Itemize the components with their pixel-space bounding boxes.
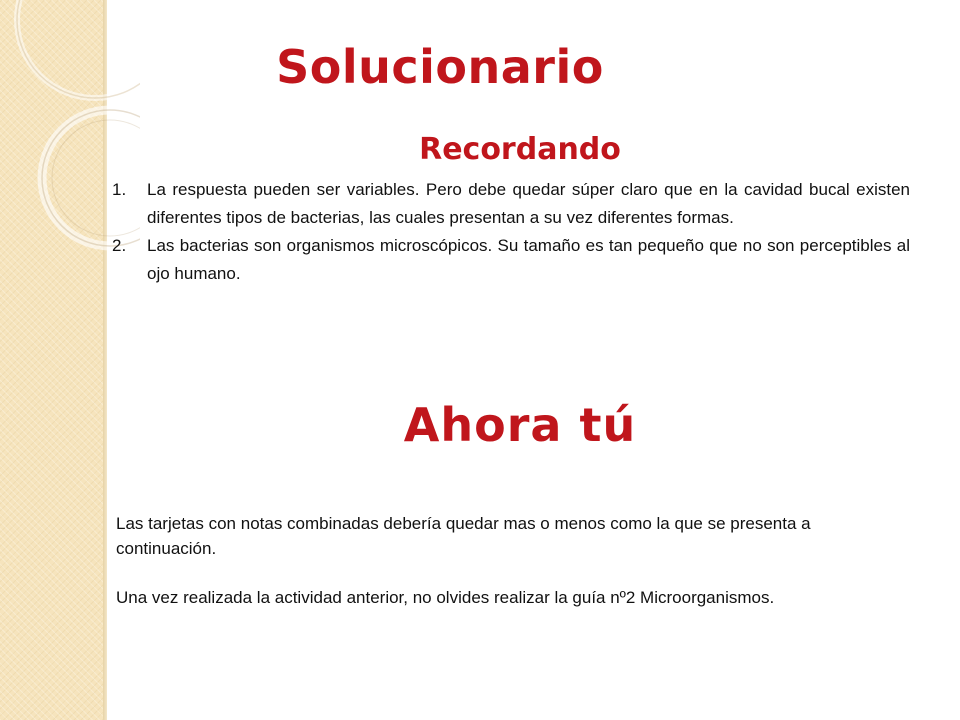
- page-title: Solucionario: [276, 40, 604, 94]
- list-item: [110, 232, 910, 288]
- instruction-paragraph: Las tarjetas con notas combinadas debería quedar mas o menos como la que se presenta a continuación.: [116, 514, 811, 558]
- list-item-text: La respuesta pueden ser variables. Pero debe quedar súper claro que en la cavidad bucal existen diferentes tipos de bacterias, las cuales presentan a su vez diferentes formas.: [147, 180, 910, 227]
- answer-list: [110, 176, 910, 288]
- section-heading-ahora-tu: Ahora tú: [403, 398, 637, 452]
- list-item-text: Las bacterias son organismos microscópicos. Su tamaño es tan pequeño que no son perceptibles al ojo humano.: [147, 236, 910, 283]
- reminder-paragraph: Una vez realizada la actividad anterior, no olvides realizar la guía nº2 Microorganismos.: [116, 588, 775, 607]
- section-heading-recordando: Recordando: [419, 132, 621, 167]
- list-item: [110, 176, 910, 232]
- list-item-number: 1.: [112, 180, 127, 199]
- list-item-number: 2.: [112, 236, 127, 255]
